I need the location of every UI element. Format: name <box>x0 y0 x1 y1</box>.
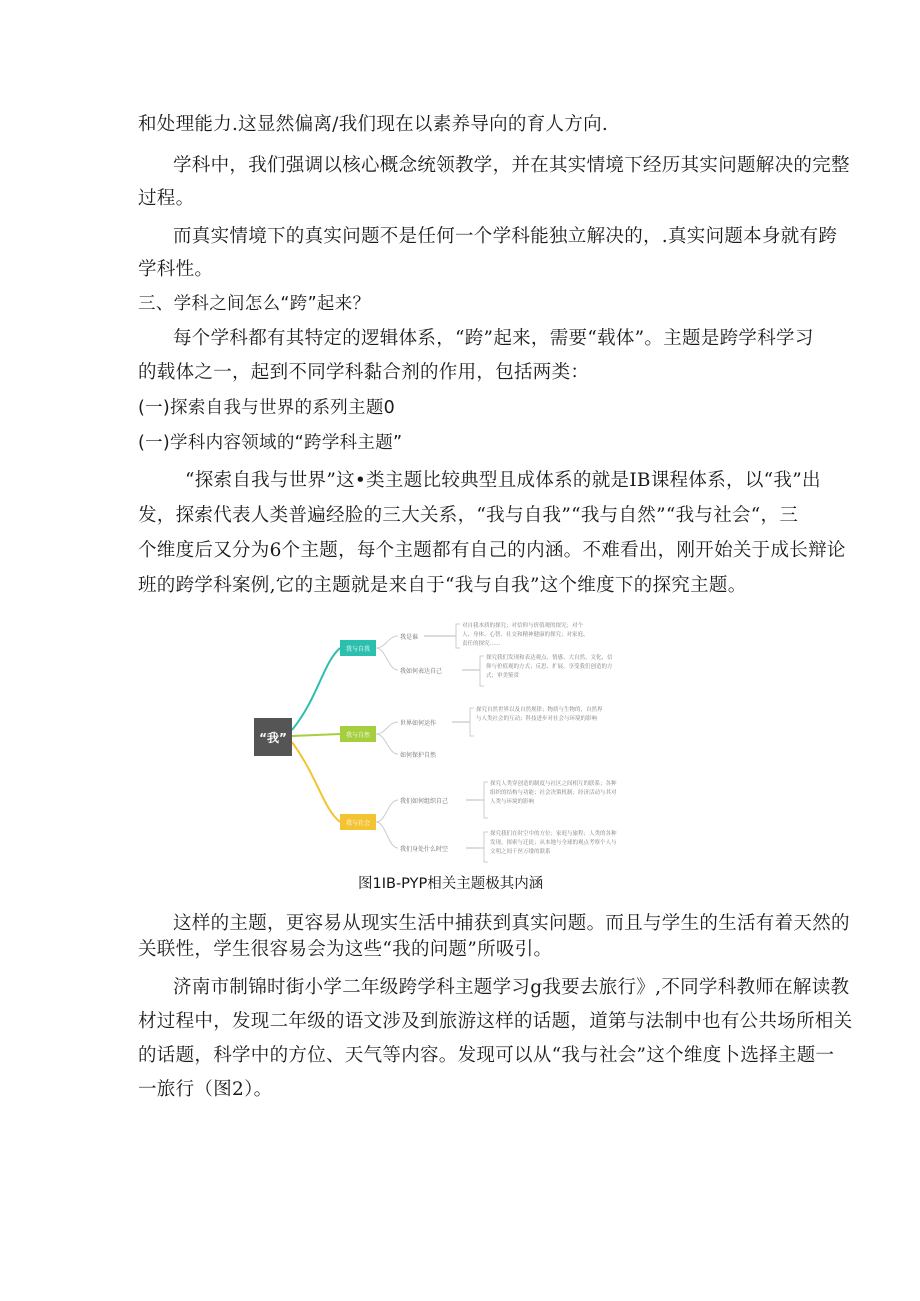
paragraph-line: 和处理能力.这显然偏离/我们现在以素养导向的育人方向. <box>138 114 609 135</box>
root-node-me: “我” <box>254 718 292 756</box>
subtopic-description: 对自我本质的探究；对信仰与价值观的探究；对个人、身体、心智、社交和精神健康的探究；对家庭、责任的探究…… <box>462 623 589 647</box>
subtopic-label: 世界如何运作 <box>400 720 437 727</box>
paragraph-line: 济南市制锦时街小学二年级跨学科主题学习g我要去旅行》,不同学科教师在解读教 <box>173 977 850 998</box>
subsection-heading: (一)学科内容领域的“跨学科主题” <box>138 433 403 453</box>
subtopic-label: 我如何表达自己 <box>400 668 443 675</box>
section-heading: 三、学科之间怎么“跨”起来？ <box>138 294 371 314</box>
paragraph-line: 的话题，科学中的方位、天气等内容。发现可以从“我与社会”这个维度卜选择主题一 <box>138 1045 835 1066</box>
subsection-heading: (一)探索自我与世界的系列主题0 <box>138 398 396 418</box>
paragraph-line: 材过程中，发现二年级的语文涉及到旅游这样的话题，道第与法制中也有公共场所相关 <box>138 1011 853 1032</box>
ib-pyp-mind-map <box>248 618 648 868</box>
paragraph-line: 而真实情境下的真实问题不是任何一个学科能独立解决的，.真实问题本身就有跨 <box>173 226 838 247</box>
subtopic-description: 探究自然世界以及自然规律；物质与生物的、自然界与人类社会的互动；科技进步对社会与环境的影响 <box>476 707 603 722</box>
subtopic-description: 探究我们在时空中的方位；家庭与旅程；人类的各种发现、探索与迁徙；从本地与全球的观点考察个人与文明之间千丝万缕的联系 <box>490 831 617 855</box>
category-node-nature: 我与自然 <box>340 726 376 742</box>
subtopic-label: 我们身处什么时空 <box>400 846 449 853</box>
paragraph-line: 的载体之一，起到不同学科黏合剂的作用，包括两类： <box>138 362 590 383</box>
paragraph-line: 关联性，学生很容易会为这些“我的问题”所吸引。 <box>138 939 553 960</box>
paragraph-line: 这样的主题，更容易从现实生活中捕获到真实问题。而且与学生的生活有着天然的 <box>173 913 850 934</box>
paragraph-line: 学科中，我们强调以核心概念统领教学，并在其实情境下经历其实问题解决的完整 <box>173 155 850 176</box>
subtopic-label: 我是谁 <box>400 634 419 641</box>
subtopic-label: 我们如何组织自己 <box>400 798 449 805</box>
paragraph-line: 过程。 <box>138 188 195 209</box>
paragraph-line: 个维度后又分为6个主题，每个主题都有自己的内涵。不难看出，刚开始关于成长辩论 <box>138 540 846 561</box>
paragraph-line: 每个学科都有其特定的逻辑体系，“跨”起来，需要“载体”。主题是跨学科学习 <box>173 328 814 349</box>
paragraph-line: 学科性。 <box>138 259 214 280</box>
paragraph-line: 班的跨学科案例,它的主题就是来自于“我与自我”这个维度下的探究主题。 <box>138 575 747 596</box>
category-node-society: 我与社会 <box>340 814 376 830</box>
subtopic-label: 如何保护自然 <box>400 752 437 759</box>
paragraph-line: 发，探索代表人类普遍经脸的三大关系，“我与自我”“我与自然”“我与社会“，三 <box>138 505 799 526</box>
subtopic-description: 探究人类穿创造的制度与社区之间相互的联系；各种组织的结构与功能；社会决策机制；经济活动与其对人类与环境的影响 <box>490 781 617 805</box>
paragraph-line: 一旅行（图2）。 <box>138 1079 273 1100</box>
subtopic-description: 探究我们发现和表达观点、情感、大自然、文化、信仰与价值观的方式；反思、扩展、享受我们创造的方式；审美鉴赏 <box>486 655 613 679</box>
category-node-self: 我与自我 <box>340 640 376 656</box>
paragraph-line: “探索自我与世界”这•类主题比较典型且成体系的就是IB课程体系，以“我”出 <box>185 470 821 491</box>
figure-caption: 图1IB-PYP相关主题极其内涵 <box>358 876 544 892</box>
